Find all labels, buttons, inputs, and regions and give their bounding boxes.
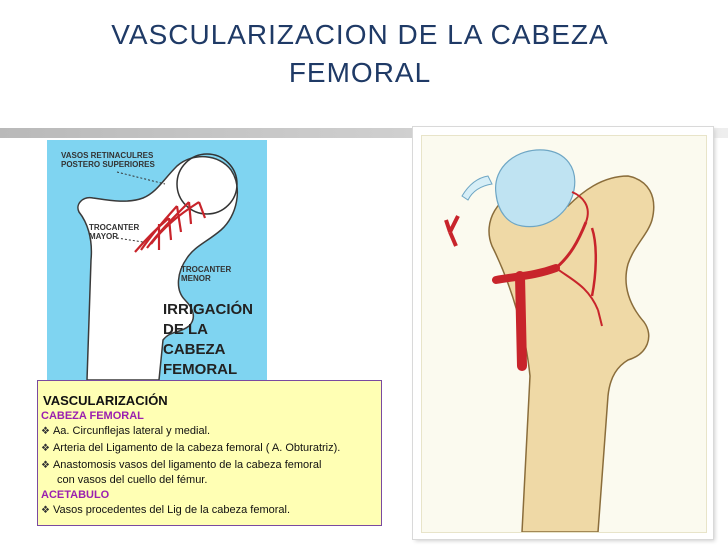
label-trocanter-mayor-2: MAYOR <box>89 232 119 241</box>
irrigacion-caption <box>163 300 263 380</box>
label-trocanter-mayor-1: TROCANTER <box>89 223 140 232</box>
caption-line: CABEZA <box>163 341 226 358</box>
caption-line: IRRIGACIÓN <box>163 301 253 318</box>
vascularization-infobox <box>37 380 382 526</box>
diamond-bullet-icon: ❖ <box>41 505 50 516</box>
list-item-text: Arteria del Ligamento de la cabeza femoral ( A. Obturatriz). <box>52 442 341 454</box>
list-item-text: Anastomosis vasos del ligamento de la cabeza femoral <box>52 459 322 471</box>
label-vasos-retinaculares: VASOS RETINACULRES <box>61 151 154 160</box>
infobox-heading: VASCULARIZACIÓN <box>43 393 168 408</box>
list-item <box>41 458 375 487</box>
list-item <box>41 503 375 518</box>
label-postero-superiores: POSTERO SUPERIORES <box>61 160 155 169</box>
slide-title-line-2: FEMORAL <box>288 57 432 88</box>
list-item <box>41 441 375 456</box>
left-femur-illustration <box>47 140 267 380</box>
ligament <box>462 176 492 200</box>
list-item-continuation: con vasos del cuello del fémur. <box>57 474 208 486</box>
diamond-bullet-icon: ❖ <box>41 460 50 471</box>
diamond-bullet-icon: ❖ <box>41 443 50 454</box>
caption-line: FEMORAL <box>163 361 238 378</box>
section-title-acetabulo: ACETABULO <box>41 489 110 501</box>
right-femur-svg <box>422 136 706 532</box>
list-item-text: Vasos procedentes del Lig de la cabeza femoral. <box>52 504 291 516</box>
slide-title-line-1: VASCULARIZACION DE LA CABEZA <box>111 19 609 50</box>
pointer-line <box>117 172 165 184</box>
slide-title <box>40 16 680 92</box>
diamond-bullet-icon: ❖ <box>41 426 50 437</box>
caption-line: DE LA <box>163 321 208 338</box>
femur-shape <box>489 176 654 532</box>
right-femur-illustration-frame <box>413 127 713 539</box>
right-femur-illustration <box>421 135 707 533</box>
section-title-cabeza-femoral: CABEZA FEMORAL <box>41 410 144 422</box>
label-trocanter-menor-2: MENOR <box>181 274 211 283</box>
list-item-text: Aa. Circunflejas lateral y medial. <box>52 425 211 437</box>
label-trocanter-menor-1: TROCANTER <box>181 265 232 274</box>
list-item <box>41 424 375 439</box>
